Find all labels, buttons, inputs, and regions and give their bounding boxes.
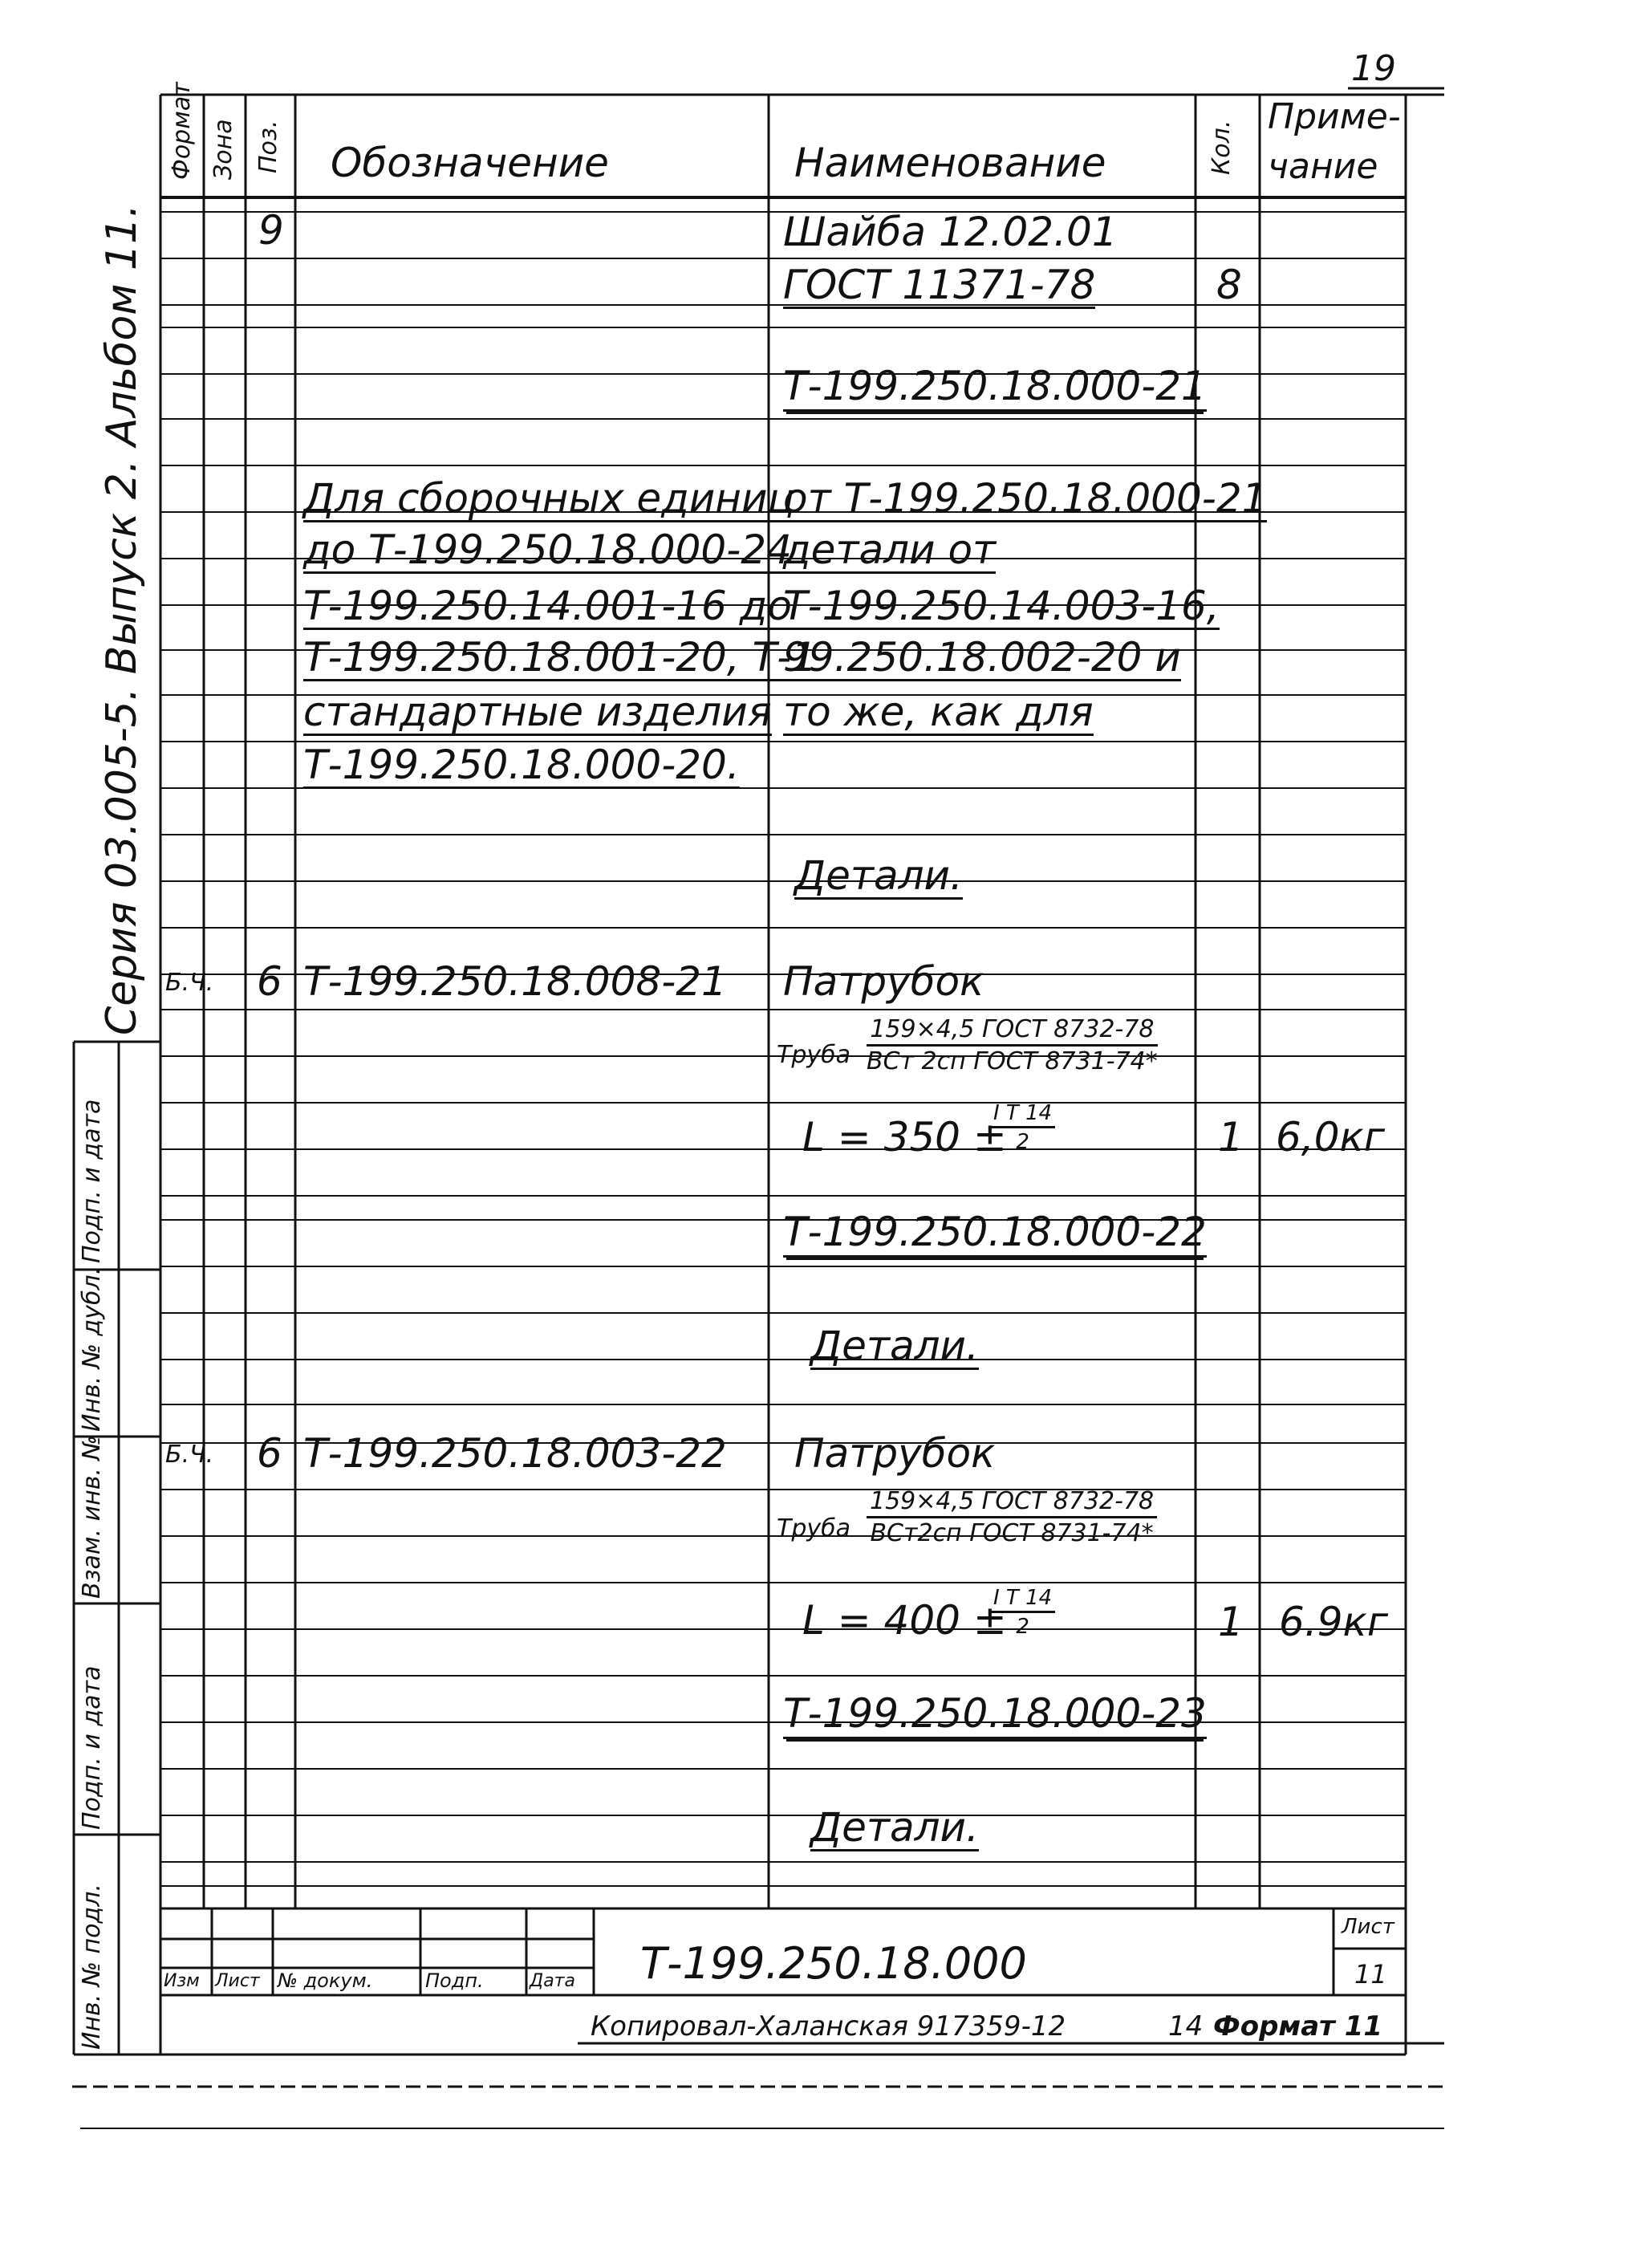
row18-note: 6.9кг <box>1279 1599 1388 1645</box>
side-field-sign-date-2: Подп. и дата <box>78 1665 106 1830</box>
sheet-number: 11 <box>1354 1959 1387 1990</box>
row13-tol-den: 2 <box>1016 1130 1029 1154</box>
document-number: Т-199.250.18.000 <box>640 1938 1027 1989</box>
row17-pipe: Труба <box>777 1514 851 1542</box>
row11-pos: 6 <box>257 958 282 1005</box>
row18-tol-num: I T 14 <box>990 1587 1055 1613</box>
row6-name: Т-199.250.14.003-16, <box>783 583 1220 629</box>
row9-designation: Т-199.250.18.000-20. <box>303 742 740 788</box>
row11-format: Б.Ч. <box>165 969 214 997</box>
title-col-change: Изм <box>164 1971 200 1991</box>
row6-designation: Т-199.250.14.001-16 до <box>303 583 792 629</box>
row17-pipe-den: ВСт2сп ГОСТ 8731-74* <box>870 1519 1154 1547</box>
row12-pipe-num: 159×4,5 ГОСТ 8732-78 <box>867 1018 1158 1047</box>
side-field-orig-inv: Инв. № подл. <box>78 1884 106 2050</box>
sheet-label: Лист <box>1342 1915 1394 1939</box>
header-note-line1: Приме- <box>1268 96 1401 137</box>
row14-name: Т-199.250.18.000-22 <box>783 1212 1207 1258</box>
row12-pipe-den: ВСт 2сп ГОСТ 8731-74* <box>867 1047 1158 1075</box>
row13-qty: 1 <box>1218 1114 1244 1160</box>
row7-name: 99.250.18.002-20 и <box>783 634 1181 681</box>
row19-name: Т-199.250.18.000-23 <box>783 1693 1207 1739</box>
header-note-line2: чание <box>1268 146 1378 187</box>
row18-tolerance <box>990 1587 1055 1637</box>
row16-name: Патрубок <box>794 1430 996 1477</box>
row15-name: Детали. <box>810 1323 979 1369</box>
footer-copied-by: Копировал-Халанская 917359-12 <box>591 2010 1066 2042</box>
row5-designation: до Т-199.250.18.000-24 <box>303 526 792 573</box>
side-field-replace-inv: Взам. инв. № <box>78 1435 106 1599</box>
title-col-date: Дата <box>530 1971 575 1991</box>
row20-name: Детали. <box>810 1804 979 1851</box>
row8-name: то же, как для <box>783 689 1094 735</box>
side-field-sign-date-1: Подп. и дата <box>78 1099 106 1263</box>
row13-tolerance <box>990 1103 1055 1152</box>
title-col-docnum: № докум. <box>278 1969 373 1992</box>
row13-note: 6,0кг <box>1276 1114 1385 1160</box>
row7-designation: Т-199.250.18.001-20, Т-1 <box>303 634 818 681</box>
row12-pipe-spec <box>867 1015 1158 1075</box>
row18-length: L = 400 ± <box>802 1597 1007 1644</box>
header-qty: Кол. <box>1208 120 1236 175</box>
row16-designation: Т-199.250.18.003-22 <box>303 1430 727 1477</box>
page-number-corner: 19 <box>1351 48 1396 89</box>
row8-designation: стандартные изделия <box>303 689 772 735</box>
series-label: Серия 03.005-5. Выпуск 2. Альбом 11. <box>98 204 146 1035</box>
row16-pos: 6 <box>257 1430 282 1477</box>
row4-designation: Для сборочных единиц <box>303 475 795 522</box>
row18-tol-den: 2 <box>1016 1615 1029 1639</box>
row2-name: ГОСТ 11371-78 <box>783 262 1096 308</box>
footer-format: Формат 11 <box>1213 2010 1383 2042</box>
row17-pipe-spec <box>867 1487 1157 1547</box>
side-field-dup-inv: Инв. № дубл. <box>78 1266 106 1432</box>
header-name: Наименование <box>794 140 1106 186</box>
row1-pos: 9 <box>258 207 284 254</box>
header-pos: Поз. <box>254 120 282 173</box>
row12-pipe: Труба <box>777 1041 851 1069</box>
row2-qty: 8 <box>1216 262 1242 308</box>
footer-sheet-count: 14 <box>1168 2010 1204 2042</box>
row1-name: Шайба 12.02.01 <box>783 209 1118 255</box>
row5-name: детали от <box>783 526 997 573</box>
row11-name: Патрубок <box>783 958 984 1005</box>
row16-format: Б.Ч. <box>165 1441 214 1469</box>
row18-qty: 1 <box>1218 1599 1244 1645</box>
row17-pipe-num: 159×4,5 ГОСТ 8732-78 <box>867 1490 1157 1518</box>
header-designation: Обозначение <box>331 140 609 186</box>
header-zone: Зона <box>209 119 237 180</box>
title-col-sheet: Лист <box>215 1971 260 1991</box>
row13-tol-num: I T 14 <box>990 1103 1055 1128</box>
row11-designation: Т-199.250.18.008-21 <box>303 958 727 1005</box>
header-format: Формат <box>168 82 196 180</box>
title-col-sign: Подп. <box>425 1969 484 1992</box>
row3-name: Т-199.250.18.000-21 <box>783 366 1207 412</box>
row13-length: L = 350 ± <box>802 1114 1007 1160</box>
row10-name: Детали. <box>794 852 963 899</box>
row4-name: от Т-199.250.18.000-21 <box>783 475 1268 522</box>
